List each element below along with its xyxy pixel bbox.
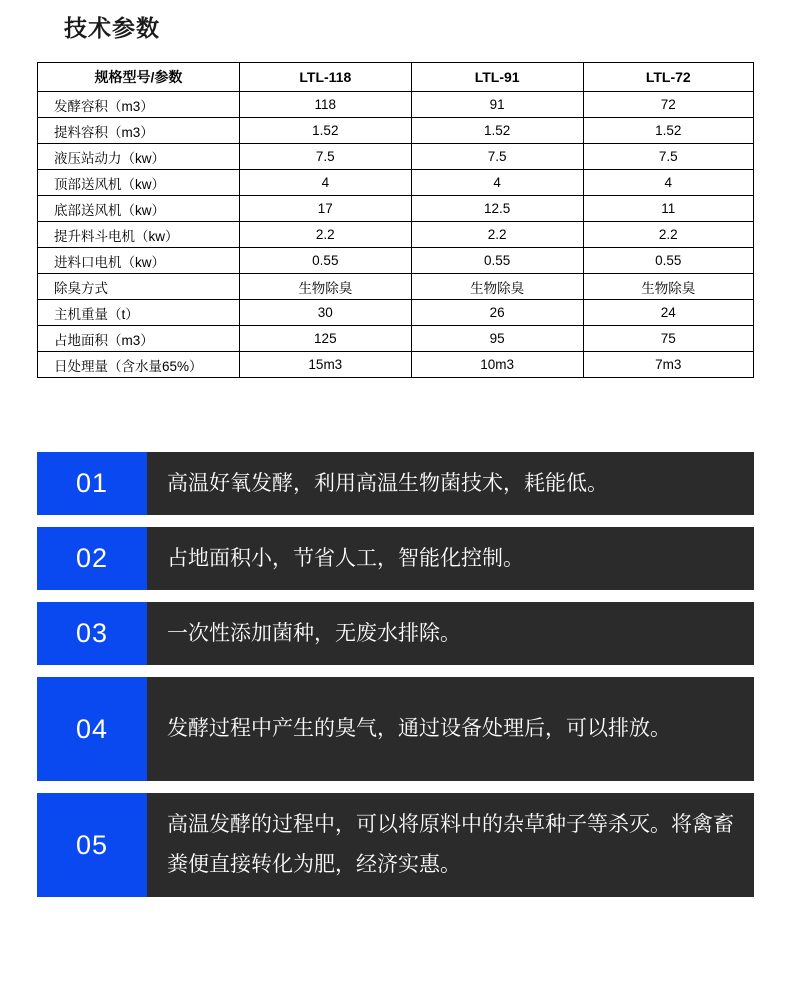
column-header-model-1: LTL-118	[239, 63, 411, 92]
row-value: 1.52	[239, 118, 411, 144]
row-value: 17	[239, 196, 411, 222]
page-title: 技术参数	[64, 15, 160, 41]
row-value: 10m3	[411, 352, 583, 378]
row-value: 2.2	[239, 222, 411, 248]
row-value: 生物除臭	[583, 274, 753, 300]
table-row	[38, 222, 754, 248]
column-header-param: 规格型号/参数	[38, 63, 240, 92]
row-label: 占地面积（m3）	[38, 326, 240, 352]
row-label: 顶部送风机（kw）	[38, 170, 240, 196]
row-value: 7.5	[411, 144, 583, 170]
table-row	[38, 300, 754, 326]
row-value: 7.5	[583, 144, 753, 170]
table-row	[38, 170, 754, 196]
row-value: 91	[411, 92, 583, 118]
row-label: 提料容积（m3）	[38, 118, 240, 144]
row-label: 提升料斗电机（kw）	[38, 222, 240, 248]
spec-table-container	[37, 62, 754, 378]
row-value: 0.55	[239, 248, 411, 274]
table-row	[38, 248, 754, 274]
row-value: 75	[583, 326, 753, 352]
column-header-model-2: LTL-91	[411, 63, 583, 92]
row-value: 7.5	[239, 144, 411, 170]
table-row	[38, 118, 754, 144]
row-value: 生物除臭	[239, 274, 411, 300]
table-row	[38, 274, 754, 300]
row-value: 24	[583, 300, 753, 326]
row-label: 日处理量（含水量65%）	[38, 352, 240, 378]
feature-number: 02	[37, 527, 147, 590]
feature-item-04	[37, 677, 754, 781]
table-row	[38, 144, 754, 170]
spec-table	[37, 62, 754, 378]
row-value: 11	[583, 196, 753, 222]
column-header-model-3: LTL-72	[583, 63, 753, 92]
row-label: 底部送风机（kw）	[38, 196, 240, 222]
row-value: 0.55	[583, 248, 753, 274]
feature-item-02	[37, 527, 754, 590]
row-value: 30	[239, 300, 411, 326]
feature-description: 一次性添加菌种，无废水排除。	[147, 602, 754, 665]
feature-description: 发酵过程中产生的臭气，通过设备处理后，可以排放。	[147, 677, 754, 781]
row-value: 7m3	[583, 352, 753, 378]
feature-item-05	[37, 793, 754, 897]
feature-number: 05	[37, 793, 147, 897]
row-label: 主机重量（t）	[38, 300, 240, 326]
row-value: 4	[583, 170, 753, 196]
row-value: 26	[411, 300, 583, 326]
feature-number: 03	[37, 602, 147, 665]
row-value: 生物除臭	[411, 274, 583, 300]
feature-item-01	[37, 452, 754, 515]
row-value: 12.5	[411, 196, 583, 222]
feature-item-03	[37, 602, 754, 665]
row-label: 除臭方式	[38, 274, 240, 300]
feature-description: 占地面积小，节省人工，智能化控制。	[147, 527, 754, 590]
row-value: 125	[239, 326, 411, 352]
row-value: 15m3	[239, 352, 411, 378]
feature-description: 高温好氧发酵，利用高温生物菌技术，耗能低。	[147, 452, 754, 515]
spec-table-head	[38, 63, 754, 92]
row-label: 进料口电机（kw）	[38, 248, 240, 274]
row-label: 发酵容积（m3）	[38, 92, 240, 118]
row-value: 4	[239, 170, 411, 196]
row-value: 95	[411, 326, 583, 352]
row-value: 118	[239, 92, 411, 118]
row-value: 1.52	[411, 118, 583, 144]
table-row	[38, 326, 754, 352]
row-value: 1.52	[583, 118, 753, 144]
table-row	[38, 352, 754, 378]
row-label: 液压站动力（kw）	[38, 144, 240, 170]
feature-description: 高温发酵的过程中，可以将原料中的杂草种子等杀灭。将禽畜粪便直接转化为肥，经济实惠。	[147, 793, 754, 897]
row-value: 2.2	[583, 222, 753, 248]
table-row	[38, 196, 754, 222]
feature-list	[37, 452, 754, 909]
table-row	[38, 92, 754, 118]
row-value: 0.55	[411, 248, 583, 274]
spec-table-body	[38, 92, 754, 378]
row-value: 2.2	[411, 222, 583, 248]
row-value: 72	[583, 92, 753, 118]
row-value: 4	[411, 170, 583, 196]
table-header-row	[38, 63, 754, 92]
feature-number: 01	[37, 452, 147, 515]
feature-number: 04	[37, 677, 147, 781]
